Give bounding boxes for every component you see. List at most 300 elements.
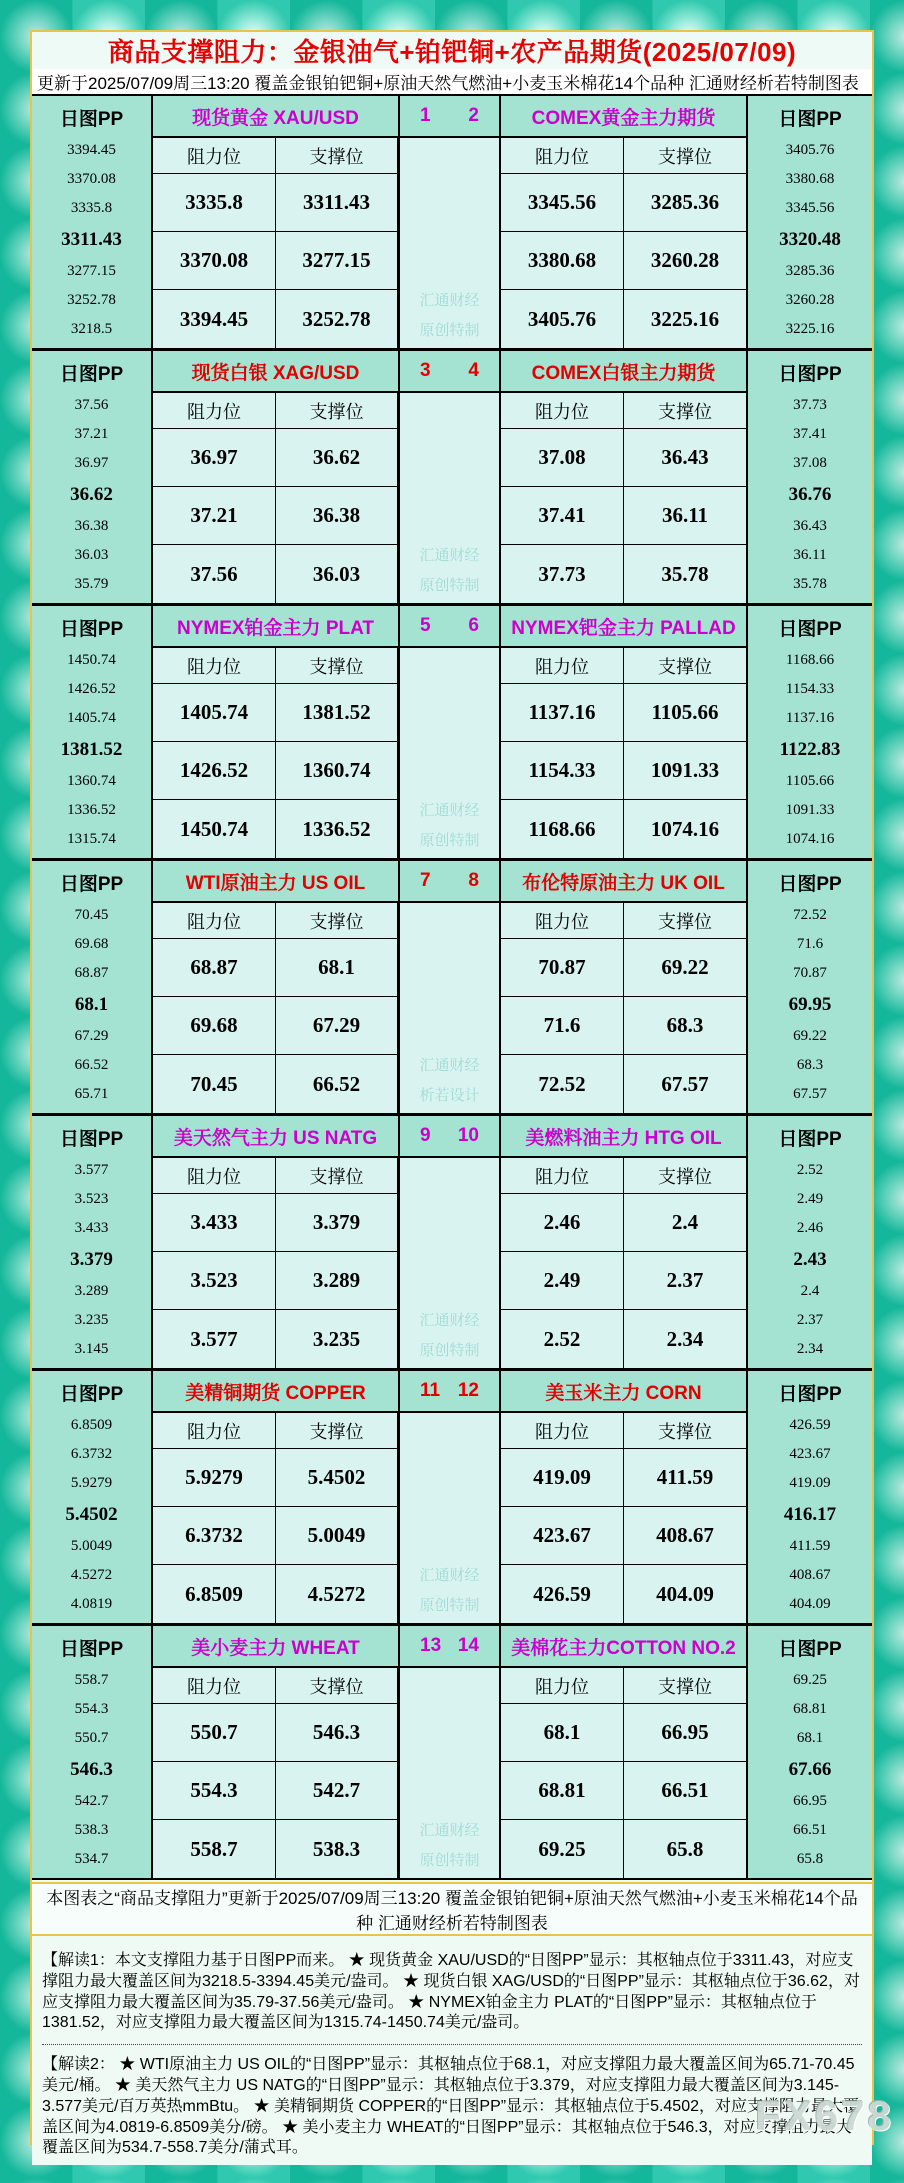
resistance-value: 550.7 [153, 1704, 276, 1762]
support-value: 3252.78 [276, 290, 398, 348]
brand-watermark-line: 汇通财经 [419, 1822, 480, 1839]
pp-value: 35.79 [74, 576, 109, 592]
pp-column-right [746, 606, 872, 858]
pp-value: 423.67 [789, 1446, 831, 1462]
update-text: 更新于2025/07/09周三13:20 覆盖金银铂钯铜+原油天然气燃油+小麦玉米棉花14个品种 汇通财经析若特制图表 [37, 74, 859, 93]
resistance-value: 6.3732 [153, 1507, 276, 1565]
support-header: 支撑位 [276, 1668, 398, 1704]
resistance-header: 阻力位 [501, 138, 624, 174]
pair-number-cell [398, 1116, 501, 1158]
brand-watermark-line: 汇通财经 [419, 1057, 480, 1074]
brand-watermark-line: 汇通财经 [419, 1567, 480, 1584]
instrument-title-left: 美精铜期货 COPPER [153, 1371, 398, 1413]
pp-value: 2.52 [796, 1162, 824, 1178]
resistance-header: 阻力位 [501, 1413, 624, 1449]
resistance-value: 3335.8 [153, 174, 276, 232]
support-header: 支撑位 [276, 648, 398, 684]
middle-watermark-cell [398, 648, 501, 858]
pp-value: 1091.33 [785, 802, 835, 818]
pp-value: 3225.16 [785, 321, 835, 337]
main-panel [30, 30, 874, 2157]
pp-pivot-value: 5.4502 [65, 1504, 118, 1525]
pp-column-left [32, 96, 153, 348]
resistance-header: 阻力位 [501, 393, 624, 429]
pp-values-right [748, 1158, 872, 1368]
pp-column-title: 日图PP [59, 618, 124, 640]
pp-value: 65.71 [74, 1086, 109, 1102]
pp-values-right [748, 138, 872, 348]
support-value: 542.7 [276, 1762, 398, 1820]
support-value: 69.22 [624, 939, 746, 997]
pp-value: 534.7 [74, 1851, 109, 1867]
pp-values-left [32, 1668, 151, 1878]
pp-values-left [32, 393, 151, 603]
support-value: 5.0049 [276, 1507, 398, 1565]
resistance-header: 阻力位 [153, 138, 276, 174]
pp-value: 36.38 [74, 518, 109, 534]
pp-column-right [746, 96, 872, 348]
support-value: 68.1 [276, 939, 398, 997]
middle-watermark-cell [398, 1413, 501, 1623]
pp-column-right [746, 1626, 872, 1878]
pp-column-title: 日图PP [59, 1638, 124, 1660]
pp-column-title: 日图PP [59, 108, 124, 130]
pp-value: 36.03 [74, 547, 109, 563]
pair-number-cell [398, 351, 501, 393]
pair-number: 1 [420, 105, 431, 126]
resistance-value: 6.8509 [153, 1565, 276, 1623]
footer-text: 本图表之“商品支撑阻力”更新于2025/07/09周三13:20 覆盖金银铂钯铜+原油天然气燃油+小麦玉米棉花14个品种 汇通财经析若特制图表 [46, 1889, 858, 1933]
pp-value: 36.97 [74, 455, 109, 471]
resistance-value: 1405.74 [153, 684, 276, 742]
pair-number-cell [398, 1626, 501, 1668]
support-header: 支撑位 [276, 138, 398, 174]
pp-value: 67.29 [74, 1028, 109, 1044]
pp-value: 4.0819 [70, 1596, 113, 1612]
pp-pivot-value: 1122.83 [779, 739, 841, 760]
resistance-value: 2.52 [501, 1310, 624, 1368]
support-value: 3277.15 [276, 232, 398, 290]
pp-values-left [32, 1413, 151, 1623]
pp-column-left [32, 1626, 153, 1878]
pp-value: 2.37 [796, 1312, 824, 1328]
brand-watermark-line: 原创特制 [419, 1852, 480, 1869]
pp-values-right [748, 1668, 872, 1878]
instrument-title-right: NYMEX钯金主力 PALLAD [501, 606, 746, 648]
resistance-value: 71.6 [501, 997, 624, 1055]
support-value: 3311.43 [276, 174, 398, 232]
pair-number-cell [398, 606, 501, 648]
support-value: 4.5272 [276, 1565, 398, 1623]
instrument-pair-section [32, 1113, 872, 1368]
pp-column-title: 日图PP [778, 1383, 842, 1405]
resistance-value: 37.41 [501, 487, 624, 545]
pp-column-title: 日图PP [778, 873, 842, 895]
pp-value: 3.289 [74, 1283, 109, 1299]
pivot-table [32, 94, 872, 1880]
pp-value: 3260.28 [785, 292, 835, 308]
resistance-value: 37.73 [501, 545, 624, 603]
pp-value: 68.87 [74, 965, 109, 981]
support-value: 1381.52 [276, 684, 398, 742]
resistance-header: 阻力位 [501, 1158, 624, 1194]
resistance-value: 69.25 [501, 1820, 624, 1878]
resistance-value: 1168.66 [501, 800, 624, 858]
resistance-value: 1426.52 [153, 742, 276, 800]
support-value: 1105.66 [624, 684, 746, 742]
pp-value: 66.51 [793, 1822, 827, 1838]
pp-values-left [32, 903, 151, 1113]
pair-number: 8 [468, 870, 479, 891]
pp-column-left [32, 351, 153, 603]
support-value: 5.4502 [276, 1449, 398, 1507]
resistance-value: 3394.45 [153, 290, 276, 348]
pp-values-right [748, 903, 872, 1113]
pp-value: 72.52 [793, 907, 827, 923]
pp-value: 37.08 [793, 455, 827, 471]
resistance-value: 37.21 [153, 487, 276, 545]
support-header: 支撑位 [624, 138, 746, 174]
pp-value: 1336.52 [67, 802, 116, 818]
support-value: 3225.16 [624, 290, 746, 348]
pp-value: 37.41 [793, 426, 827, 442]
resistance-value: 72.52 [501, 1055, 624, 1113]
note-2: 【解读2： ★ WTI原油主力 US OIL的“日图PP”显示：其枢轴点位于68.1，对应支撑阻力最大覆盖区间为65.71-70.45美元/桶。 ★ 美天然气主力 US NATG的“日图PP”显示：其枢轴点位于3.379，对应支撑阻力最大覆盖区间为3.145-3.577美元/百万英热mmBtu。 ★ 美精铜期货 COPPER的“日图PP”显示：其枢轴点位于5.4502，对应支撑阻力最大覆盖区间为4.0819-6.8509美分/磅。 ★ 美小麦主力 WHEAT的“日图PP”显示：其枢轴点位于546.3，对应支撑阻力最大覆盖区间为534.7-558.7美分/蒲式耳。 [42, 2056, 860, 2157]
support-value: 66.52 [276, 1055, 398, 1113]
support-value: 408.67 [624, 1507, 746, 1565]
support-value: 67.29 [276, 997, 398, 1055]
pp-value: 68.1 [796, 1730, 824, 1746]
instrument-title-right: 美玉米主力 CORN [501, 1371, 746, 1413]
pp-value: 36.43 [793, 518, 827, 534]
pp-column-left [32, 606, 153, 858]
pp-values-right [748, 393, 872, 603]
instrument-title-left: 现货黄金 XAU/USD [153, 96, 398, 138]
pp-values-left [32, 1158, 151, 1368]
instrument-pair-section [32, 603, 872, 858]
resistance-header: 阻力位 [153, 903, 276, 939]
pp-value: 66.52 [74, 1057, 109, 1073]
pp-value: 558.7 [74, 1672, 109, 1688]
pp-value: 70.45 [74, 907, 109, 923]
pp-value: 419.09 [789, 1475, 831, 1491]
instrument-title-right: 美棉花主力COTTON NO.2 [501, 1626, 746, 1668]
pp-value: 542.7 [74, 1793, 109, 1809]
notes-divider [42, 2044, 862, 2045]
resistance-value: 68.87 [153, 939, 276, 997]
instrument-title-right: 布伦特原油主力 UK OIL [501, 861, 746, 903]
pp-value: 1168.66 [785, 652, 835, 668]
support-value: 1360.74 [276, 742, 398, 800]
pp-column-title: 日图PP [778, 1638, 842, 1660]
brand-watermark-line: 原创特制 [419, 1342, 480, 1359]
pp-value: 426.59 [789, 1417, 831, 1433]
update-line [32, 69, 872, 94]
support-value: 1074.16 [624, 800, 746, 858]
resistance-value: 70.45 [153, 1055, 276, 1113]
pair-number-cell [398, 861, 501, 903]
pp-column-right [746, 861, 872, 1113]
instrument-title-right: COMEX黄金主力期货 [501, 96, 746, 138]
pair-number: 11 [420, 1380, 441, 1401]
pp-value: 68.3 [796, 1057, 824, 1073]
support-value: 3285.36 [624, 174, 746, 232]
pair-number: 4 [468, 360, 479, 381]
support-value: 411.59 [624, 1449, 746, 1507]
support-header: 支撑位 [624, 648, 746, 684]
pair-number: 10 [457, 1125, 479, 1146]
pp-column-title: 日图PP [778, 1128, 842, 1150]
pp-column-title: 日图PP [778, 363, 842, 385]
pp-column-left [32, 1371, 153, 1623]
pp-value: 1137.16 [785, 710, 835, 726]
pp-value: 550.7 [74, 1730, 109, 1746]
middle-watermark-cell [398, 1668, 501, 1878]
pp-value: 2.4 [800, 1283, 820, 1299]
pp-value: 70.87 [793, 965, 827, 981]
pp-value: 1450.74 [67, 652, 116, 668]
resistance-value: 37.56 [153, 545, 276, 603]
pair-number: 2 [468, 105, 479, 126]
pp-value: 37.21 [74, 426, 109, 442]
pp-value: 3394.45 [67, 142, 116, 158]
resistance-value: 5.9279 [153, 1449, 276, 1507]
resistance-value: 3.577 [153, 1310, 276, 1368]
brand-watermark-line: 原创特制 [419, 832, 480, 849]
resistance-value: 3.523 [153, 1252, 276, 1310]
brand-watermark-line: 原创特制 [419, 1597, 480, 1614]
support-value: 67.57 [624, 1055, 746, 1113]
pp-value: 1426.52 [67, 681, 116, 697]
pair-number-cell [398, 96, 501, 138]
support-value: 36.11 [624, 487, 746, 545]
pp-value: 1105.66 [785, 773, 835, 789]
support-value: 3.379 [276, 1194, 398, 1252]
pp-pivot-value: 3.379 [70, 1249, 113, 1270]
pp-pivot-value: 69.95 [788, 994, 832, 1015]
pp-value: 3.235 [74, 1312, 109, 1328]
pp-pivot-value: 546.3 [70, 1759, 113, 1780]
support-header: 支撑位 [624, 1668, 746, 1704]
pp-value: 3277.15 [67, 263, 116, 279]
support-value: 65.8 [624, 1820, 746, 1878]
pp-pivot-value: 1381.52 [60, 739, 123, 760]
resistance-value: 558.7 [153, 1820, 276, 1878]
pp-value: 3335.8 [70, 200, 113, 216]
pp-value: 69.25 [793, 1672, 827, 1688]
support-header: 支撑位 [624, 903, 746, 939]
instrument-title-left: WTI原油主力 US OIL [153, 861, 398, 903]
pp-column-title: 日图PP [59, 1383, 124, 1405]
resistance-value: 36.97 [153, 429, 276, 487]
instrument-title-left: 美天然气主力 US NATG [153, 1116, 398, 1158]
pp-value: 67.57 [793, 1086, 827, 1102]
support-value: 3260.28 [624, 232, 746, 290]
notes-panel [32, 1941, 872, 2165]
pp-values-right [748, 1413, 872, 1623]
pp-value: 2.49 [796, 1191, 824, 1207]
instrument-title-left: 现货白银 XAG/USD [153, 351, 398, 393]
instrument-title-left: 美小麦主力 WHEAT [153, 1626, 398, 1668]
middle-watermark-cell [398, 393, 501, 603]
pp-value: 3.145 [74, 1341, 109, 1357]
pp-column-title: 日图PP [59, 1128, 124, 1150]
pp-column-title: 日图PP [778, 108, 842, 130]
pair-number: 9 [420, 1125, 431, 1146]
pp-value: 3218.5 [70, 321, 113, 337]
pp-pivot-value: 36.76 [788, 484, 832, 505]
brand-watermark-line: 汇通财经 [419, 292, 480, 309]
support-value: 1336.52 [276, 800, 398, 858]
brand-watermark-line: 汇通财经 [419, 1312, 480, 1329]
pair-number: 7 [420, 870, 431, 891]
pp-column-right [746, 1116, 872, 1368]
pp-value: 554.3 [74, 1701, 109, 1717]
support-value: 36.38 [276, 487, 398, 545]
resistance-value: 69.68 [153, 997, 276, 1055]
pp-value: 3285.36 [785, 263, 835, 279]
support-header: 支撑位 [276, 903, 398, 939]
instrument-title-right: COMEX白银主力期货 [501, 351, 746, 393]
resistance-value: 70.87 [501, 939, 624, 997]
pp-column-left [32, 1116, 153, 1368]
support-value: 36.43 [624, 429, 746, 487]
brand-watermark-line: 析若设计 [419, 1087, 480, 1104]
pp-value: 37.73 [793, 397, 827, 413]
support-value: 68.3 [624, 997, 746, 1055]
pp-value: 3380.68 [785, 171, 835, 187]
resistance-value: 426.59 [501, 1565, 624, 1623]
pp-value: 37.56 [74, 397, 109, 413]
pp-pivot-value: 3311.43 [61, 229, 122, 250]
brand-watermark-line: 汇通财经 [419, 802, 480, 819]
pp-pivot-value: 67.66 [788, 1759, 832, 1780]
pp-column-title: 日图PP [59, 873, 124, 895]
middle-watermark-cell [398, 903, 501, 1113]
support-value: 35.78 [624, 545, 746, 603]
pp-column-right [746, 1371, 872, 1623]
instrument-pair-section [32, 96, 872, 348]
pp-value: 2.46 [796, 1220, 824, 1236]
pp-value: 36.11 [793, 547, 827, 563]
resistance-value: 68.81 [501, 1762, 624, 1820]
resistance-header: 阻力位 [501, 648, 624, 684]
brand-watermark-line: 汇通财经 [419, 547, 480, 564]
support-header: 支撑位 [624, 1413, 746, 1449]
middle-watermark-cell [398, 138, 501, 348]
footer-bar [32, 1882, 872, 1936]
resistance-header: 阻力位 [501, 903, 624, 939]
support-value: 2.34 [624, 1310, 746, 1368]
resistance-value: 1137.16 [501, 684, 624, 742]
pp-value: 3252.78 [67, 292, 116, 308]
support-value: 36.62 [276, 429, 398, 487]
resistance-header: 阻力位 [153, 393, 276, 429]
page-title: 商品支撑阻力：金银油气+铂钯铜+农产品期货(2025/07/09) [107, 37, 797, 67]
pp-value: 404.09 [789, 1596, 831, 1612]
resistance-value: 554.3 [153, 1762, 276, 1820]
support-value: 2.4 [624, 1194, 746, 1252]
title-bar [32, 32, 872, 69]
pp-pivot-value: 3320.48 [779, 229, 841, 250]
support-header: 支撑位 [624, 1158, 746, 1194]
pp-column-title: 日图PP [778, 618, 842, 640]
pp-values-left [32, 648, 151, 858]
pp-value: 5.9279 [70, 1475, 113, 1491]
instrument-title-left: NYMEX铂金主力 PLAT [153, 606, 398, 648]
pp-value: 1405.74 [67, 710, 116, 726]
resistance-value: 423.67 [501, 1507, 624, 1565]
resistance-value: 1450.74 [153, 800, 276, 858]
pp-column-left [32, 861, 153, 1113]
support-value: 36.03 [276, 545, 398, 603]
support-value: 1091.33 [624, 742, 746, 800]
pp-value: 6.3732 [70, 1446, 113, 1462]
pp-value: 3.433 [74, 1220, 109, 1236]
middle-watermark-cell [398, 1158, 501, 1368]
pair-number: 13 [420, 1635, 442, 1656]
pp-value: 4.5272 [70, 1567, 113, 1583]
pp-column-right [746, 351, 872, 603]
resistance-header: 阻力位 [153, 648, 276, 684]
pp-value: 408.67 [789, 1567, 831, 1583]
pp-value: 69.22 [793, 1028, 827, 1044]
pp-value: 411.59 [789, 1538, 831, 1554]
pp-value: 1154.33 [785, 681, 835, 697]
pp-value: 71.6 [796, 936, 824, 952]
instrument-pair-section [32, 348, 872, 603]
pp-values-right [748, 648, 872, 858]
pp-value: 1074.16 [785, 831, 835, 847]
pp-value: 2.34 [796, 1341, 824, 1357]
pp-pivot-value: 2.43 [793, 1249, 827, 1270]
note-1: 【解读1：本文支撑阻力基于日图PP而来。 ★ 现货黄金 XAU/USD的“日图PP”显示：其枢轴点位于3311.43，对应支撑阻力最大覆盖区间为3218.5-3394.45美元/盎司。 ★ 现货白银 XAG/USD的“日图PP”显示：其枢轴点位于36.62，对应支撑阻力最大覆盖区间为35.79-37.56美元/盎司。 ★ NYMEX铂金主力 PLAT的“日图PP”显示：其枢轴点位于1381.52，对应支撑阻力最大覆盖区间为1315.74-1450.74美元/盎司。 [42, 1952, 860, 2032]
resistance-value: 2.49 [501, 1252, 624, 1310]
resistance-value: 3405.76 [501, 290, 624, 348]
support-header: 支撑位 [624, 393, 746, 429]
support-header: 支撑位 [276, 393, 398, 429]
pair-number: 5 [420, 615, 431, 636]
support-value: 2.37 [624, 1252, 746, 1310]
pp-values-left [32, 138, 151, 348]
pp-pivot-value: 68.1 [74, 994, 109, 1015]
support-value: 3.289 [276, 1252, 398, 1310]
pp-value: 6.8509 [70, 1417, 113, 1433]
pair-number: 14 [457, 1635, 479, 1656]
pp-value: 3370.08 [67, 171, 116, 187]
pp-value: 68.81 [793, 1701, 827, 1717]
support-value: 3.235 [276, 1310, 398, 1368]
support-value: 546.3 [276, 1704, 398, 1762]
brand-watermark-line: 原创特制 [419, 577, 480, 594]
instrument-pair-section [32, 858, 872, 1113]
resistance-value: 37.08 [501, 429, 624, 487]
pp-value: 3.523 [74, 1191, 109, 1207]
pp-value: 1360.74 [67, 773, 116, 789]
brand-watermark-line: 原创特制 [419, 322, 480, 339]
pp-value: 65.8 [796, 1851, 824, 1867]
resistance-header: 阻力位 [153, 1668, 276, 1704]
resistance-value: 3345.56 [501, 174, 624, 232]
support-header: 支撑位 [276, 1413, 398, 1449]
pair-number: 3 [420, 360, 431, 381]
resistance-value: 2.46 [501, 1194, 624, 1252]
fx678-watermark: FX678 [755, 2092, 894, 2139]
resistance-value: 3.433 [153, 1194, 276, 1252]
pair-number-cell [398, 1371, 501, 1413]
pp-value: 3405.76 [785, 142, 835, 158]
pp-value: 1315.74 [67, 831, 116, 847]
